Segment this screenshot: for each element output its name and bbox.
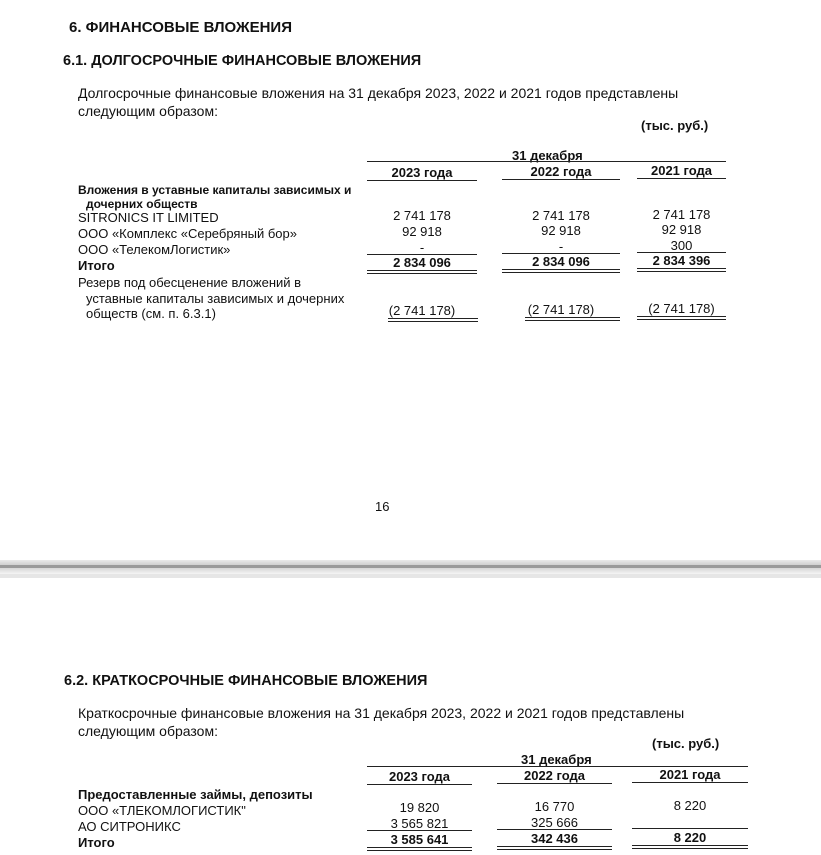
- cell-2023: -: [419, 240, 425, 255]
- col-header-2023-b: 2023 года: [388, 769, 451, 784]
- reserve-2021: (2 741 178): [648, 301, 715, 316]
- row-label: ООО «Комплекс «Серебряный бор»: [78, 226, 297, 241]
- group-header: 31 декабря: [512, 148, 583, 163]
- cell-2022: 2 741 178: [532, 208, 590, 223]
- total-double-rule-2021-b: [632, 845, 748, 849]
- section-title: 6. ФИНАНСОВЫЕ ВЛОЖЕНИЯ: [69, 19, 292, 36]
- cell-2022: -: [558, 239, 564, 254]
- row-label: ООО «ТЛЕКОМЛОГИСТИК": [78, 803, 246, 818]
- page-separator-band: [0, 574, 821, 578]
- reserve-label-line-1: Резерв под обесценение вложений в: [78, 275, 302, 290]
- intro2-line-1: Краткосрочные финансовые вложения на 31 декабря 2023, 2022 и 2021 годов представлены: [78, 705, 685, 721]
- row-label: SITRONICS IT LIMITED: [78, 210, 219, 225]
- total-double-rule-2022-b: [497, 846, 612, 850]
- cell-2022: 92 918: [541, 223, 581, 238]
- intro2-line-2: следующим образом:: [78, 723, 218, 739]
- cell-2021: 8 220: [673, 798, 707, 813]
- reserve-label-line-3: обществ (см. п. 6.3.1): [86, 306, 216, 321]
- page-number: 16: [375, 499, 390, 514]
- col-header-2023: 2023 года: [391, 165, 453, 180]
- intro-line-2: следующим образом:: [78, 103, 218, 119]
- cell-2022: 16 770: [534, 799, 575, 814]
- cell-2023: 2 741 178: [393, 208, 451, 223]
- total-double-rule-2021: [637, 268, 726, 272]
- total-label-2: Итого: [78, 835, 115, 850]
- cell-2021: 300: [670, 238, 693, 253]
- total-label: Итого: [78, 258, 115, 273]
- subtotal-rule-2023-b: [367, 830, 472, 831]
- col-rule-2022: [502, 179, 620, 180]
- unit-label: (тыс. руб.): [641, 118, 709, 133]
- total-double-rule-2023: [367, 270, 477, 274]
- subsection-title-2: 6.2. КРАТКОСРОЧНЫЕ ФИНАНСОВЫЕ ВЛОЖЕНИЯ: [64, 673, 428, 689]
- col-rule-2021-b: [632, 782, 748, 783]
- total-2023-b: 3 585 641: [390, 832, 449, 847]
- total-double-rule-2023-b: [367, 847, 472, 851]
- col-rule-2022-b: [497, 783, 612, 784]
- total-2022: 2 834 096: [532, 254, 590, 269]
- col-header-2021: 2021 года: [650, 163, 713, 178]
- intro-line-1: Долгосрочные финансовые вложения на 31 декабря 2023, 2022 и 2021 годов представлены: [78, 85, 679, 101]
- cell-2022: 325 666: [531, 815, 578, 830]
- col-header-2022: 2022 года: [530, 164, 592, 179]
- subtotal-rule-2021-b: [632, 828, 748, 829]
- category-label-line-1: Вложения в уставные капиталы зависимых и: [78, 183, 352, 197]
- cell-2023: 19 820: [399, 800, 440, 815]
- group-header-2: 31 декабря: [521, 752, 592, 767]
- reserve-double-rule-2023: [388, 318, 478, 322]
- reserve-2023: (2 741 178): [388, 303, 456, 318]
- reserve-double-rule-2022: [525, 317, 620, 321]
- cell-2023: 3 565 821: [390, 816, 449, 831]
- col-header-2022-b: 2022 года: [523, 768, 586, 783]
- total-2021: 2 834 396: [652, 253, 711, 268]
- col-rule-2023-b: [367, 784, 472, 785]
- category-label-line-2: дочерних обществ: [86, 197, 198, 211]
- row-label: АО СИТРОНИКС: [78, 819, 181, 834]
- reserve-double-rule-2021: [637, 316, 726, 320]
- col-header-2021-b: 2021 года: [659, 767, 721, 782]
- cell-2023: 92 918: [402, 224, 442, 239]
- cell-2021: 92 918: [661, 222, 702, 237]
- group-rule: [367, 161, 726, 162]
- unit-label-2: (тыс. руб.): [652, 736, 720, 751]
- col-rule-2021: [637, 178, 726, 179]
- subsection-title: 6.1. ДОЛГОСРОЧНЫЕ ФИНАНСОВЫЕ ВЛОЖЕНИЯ: [63, 53, 422, 69]
- total-double-rule-2022: [502, 269, 620, 273]
- row-label: ООО «ТелекомЛогистик»: [78, 242, 231, 257]
- cell-2021: 2 741 178: [652, 207, 711, 222]
- reserve-label-line-2: уставные капиталы зависимых и дочерних: [86, 291, 345, 306]
- total-2021-b: 8 220: [673, 830, 707, 845]
- category-label-2: Предоставленные займы, депозиты: [78, 787, 313, 802]
- total-2023: 2 834 096: [393, 255, 451, 270]
- reserve-2022: (2 741 178): [527, 302, 595, 317]
- subtotal-rule-2022-b: [497, 829, 612, 830]
- total-2022-b: 342 436: [531, 831, 578, 846]
- col-rule-2023: [367, 180, 477, 181]
